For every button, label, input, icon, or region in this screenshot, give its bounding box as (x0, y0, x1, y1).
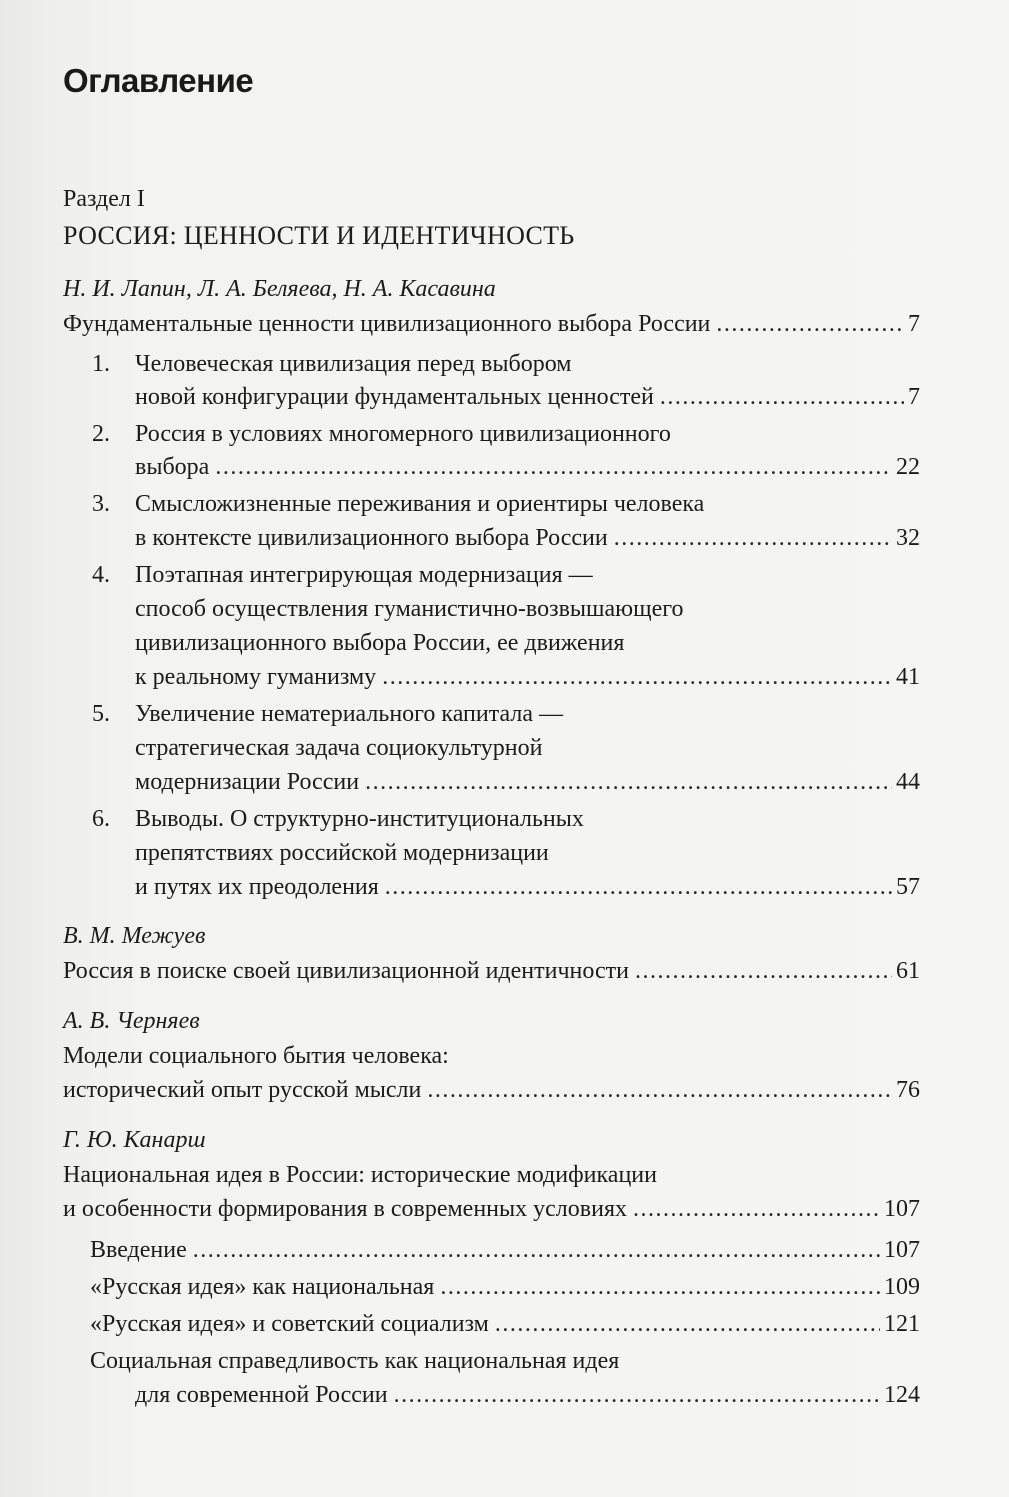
item-number: 1. (92, 351, 110, 377)
item-number: 6. (92, 806, 110, 832)
toc-entry[interactable] (63, 311, 920, 338)
entry-title-line (63, 1162, 657, 1189)
dot-leader (382, 664, 892, 691)
page-number: 76 (896, 1077, 920, 1103)
dot-leader (215, 454, 892, 481)
item-line (135, 562, 593, 589)
item-number: 4. (92, 562, 110, 588)
entry-authors: Н. И. Лапин, Л. А. Беляева, Н. А. Касавина (63, 276, 496, 302)
dot-leader (660, 384, 904, 411)
subitem-text: Введение (90, 1237, 187, 1263)
item-line (135, 701, 563, 728)
page-number: 32 (896, 525, 920, 551)
item-text: в контексте цивилизационного выбора России (135, 525, 608, 551)
toc-entry[interactable] (63, 1077, 920, 1104)
dot-leader (716, 311, 904, 338)
item-text: Россия в условиях многомерного цивилизационного (135, 421, 671, 447)
dot-leader (394, 1382, 880, 1409)
page-number: 41 (896, 664, 920, 690)
toc-subentry[interactable] (90, 1311, 920, 1338)
item-text: препятствиях российской модернизации (135, 840, 549, 866)
item-text: Смысложизненные переживания и ориентиры человека (135, 491, 705, 517)
page-number: 61 (896, 958, 920, 984)
toc-subentry[interactable] (135, 384, 920, 411)
item-text: способ осуществления гуманистично-возвышающего (135, 596, 684, 622)
page-number: 124 (884, 1382, 920, 1408)
toc-subentry[interactable] (135, 769, 920, 796)
item-line (135, 840, 549, 867)
item-number: 2. (92, 421, 110, 447)
item-text: Увеличение нематериального капитала — (135, 701, 564, 727)
subitem-text: Социальная справедливость как национальная идея (90, 1348, 620, 1374)
dot-leader (427, 1077, 892, 1104)
entry-title: исторический опыт русской мысли (63, 1077, 422, 1103)
entry-title: Россия в поиске своей цивилизационной идентичности (63, 958, 629, 984)
item-line (135, 735, 542, 762)
toc-entry[interactable] (63, 958, 920, 985)
page-number: 7 (908, 384, 920, 410)
item-text: новой конфигурации фундаментальных ценностей (135, 384, 654, 410)
subitem-text: для современной России (135, 1382, 388, 1408)
item-line (135, 351, 571, 378)
toc-subentry[interactable] (90, 1237, 920, 1264)
page-number: 22 (896, 454, 920, 480)
entry-authors: Г. Ю. Канарш (63, 1127, 206, 1153)
item-line (135, 421, 671, 448)
section-label: Раздел I (63, 186, 145, 212)
subitem-text: «Русская идея» и советский социализм (90, 1311, 489, 1337)
subitem-line (90, 1348, 619, 1375)
item-line (135, 596, 683, 623)
entry-title: Модели социального бытия человека: (63, 1043, 449, 1069)
page-number: 121 (884, 1311, 920, 1337)
section-title: РОССИЯ: ЦЕННОСТИ И ИДЕНТИЧНОСТЬ (63, 221, 575, 250)
toc-subentry[interactable] (135, 874, 920, 901)
item-text: цивилизационного выбора России, ее движения (135, 630, 625, 656)
dot-leader (495, 1311, 880, 1338)
item-number: 3. (92, 491, 110, 517)
entry-authors: В. М. Межуев (63, 923, 206, 949)
toc-entry[interactable] (63, 1196, 920, 1223)
item-number: 5. (92, 701, 110, 727)
page-number: 107 (884, 1237, 920, 1263)
dot-leader (385, 874, 892, 901)
page-number: 107 (884, 1196, 920, 1222)
entry-authors: А. В. Черняев (63, 1008, 200, 1034)
entry-title-line (63, 1043, 449, 1070)
subitem-text: «Русская идея» как национальная (90, 1274, 435, 1300)
item-line (135, 806, 584, 833)
item-text: Выводы. О структурно-институциональных (135, 806, 584, 832)
dot-leader (365, 769, 892, 796)
item-text: и путях их преодоления (135, 874, 379, 900)
item-text: стратегическая задача социокультурной (135, 735, 543, 761)
page-number: 44 (896, 769, 920, 795)
toc-subentry[interactable] (135, 454, 920, 481)
page-number: 57 (896, 874, 920, 900)
page-number: 7 (908, 311, 920, 337)
item-text: к реальному гуманизму (135, 664, 377, 690)
entry-title: Фундаментальные ценности цивилизационного выбора России (63, 311, 711, 337)
item-text: Человеческая цивилизация перед выбором (135, 351, 572, 377)
item-text: Поэтапная интегрирующая модернизация — (135, 562, 593, 588)
item-text: модернизации России (135, 769, 360, 795)
toc-subentry[interactable] (135, 525, 920, 552)
item-text: выбора (135, 454, 210, 480)
toc-subentry[interactable] (135, 664, 920, 691)
dot-leader (440, 1274, 880, 1301)
page-number: 109 (884, 1274, 920, 1300)
dot-leader (614, 525, 892, 552)
entry-title: Национальная идея в России: исторические модификации (63, 1162, 657, 1188)
toc-subentry[interactable] (135, 1382, 920, 1409)
dot-leader (633, 1196, 880, 1223)
dot-leader (193, 1237, 880, 1264)
toc-heading: Оглавление (63, 62, 254, 99)
entry-title: и особенности формирования в современных условиях (63, 1196, 627, 1222)
toc-subentry[interactable] (90, 1274, 920, 1301)
item-line (135, 630, 624, 657)
item-line (135, 491, 704, 518)
dot-leader (635, 958, 892, 985)
